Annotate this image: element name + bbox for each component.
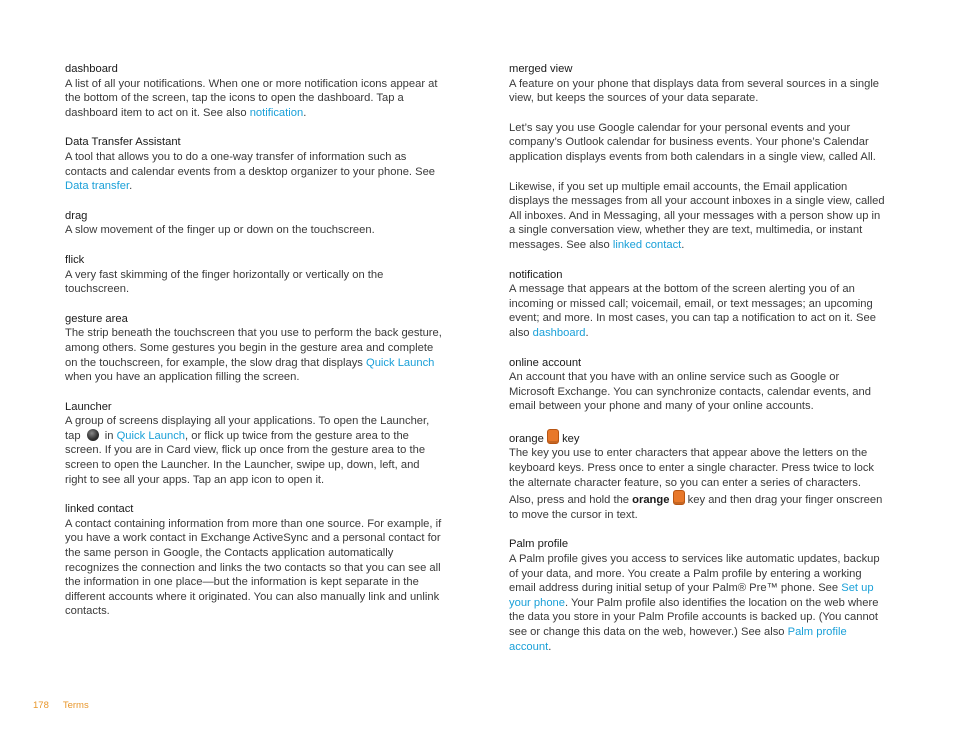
entry-linked-contact [65,502,443,619]
definition-notification: A message that appears at the bottom of the screen alerting you of an incoming or missed call; voicemail, email, or text messages; an upcoming event; and more. In most cases, you can tap a notification to act on it. See also dashboard. [509,283,876,339]
orange-key-icon [673,490,685,505]
entry-dashboard [65,62,443,120]
term-notification: notification [509,268,563,281]
definition-orange-key: The key you use to enter characters that appear above the letters on the keyboard keys. Press once to enter a single character. Press twice to lock the alternate character feature, so you can enter a series of characters. Also, press and hold the orange key and then drag your finger onscreen to move the cursor in text. [509,447,883,521]
orange-bold-label: orange [632,494,670,507]
definition-data-transfer-assistant: A tool that allows you to do a one-way transfer of information such as contacts and calendar events from a desktop organizer to your phone. See Data transfer. [65,150,436,193]
definition-palm-profile: A Palm profile gives you access to services like automatic updates, backup of your data, and more. You create a Palm profile by entering a working email address during initial setup of your Palm® Pre™ phone. See Set up your phone. Your Palm profile also identifies the location on the web where the data you store in your Palm Profile accounts is backed up. (You cannot see or change this data on the web, however.) See also Palm profile account. [509,553,880,653]
entry-notification [509,268,887,341]
definition-flick: A very fast skimming of the finger horizontally or vertically on the touchscreen. [65,268,384,296]
link-dashboard[interactable]: dashboard [532,326,586,339]
entry-palm-profile [509,537,887,654]
page-number: 178 [33,700,49,711]
quick-launch-icon [87,429,99,441]
definition-gesture-area: The strip beneath the touchscreen that you use to perform the back gesture, among others. Some gestures you begin in the gesture area and complete on the touchscreen, for example, the slow drag that displays Quick Launch when you have an application filling the screen. [65,327,442,384]
link-set-up-your-phone[interactable]: Set up your phone [509,582,874,609]
term-dashboard: dashboard [65,63,118,75]
definition-drag: A slow movement of the finger up or down on the touchscreen. [65,224,375,237]
link-notification[interactable]: notification [249,106,304,119]
left-column [65,62,443,634]
link-palm-profile-account[interactable]: Palm profile account [509,626,847,653]
term-orange-key: orange key [509,429,887,447]
link-data-transfer[interactable]: Data transfer [65,180,130,193]
term-merged-view: merged view [509,63,573,75]
link-quick-launch[interactable]: Quick Launch [366,356,435,369]
entry-data-transfer-assistant [65,135,443,193]
link-quick-launch-launcher[interactable]: Quick Launch [116,429,186,442]
entry-gesture-area [65,312,443,385]
definition-dashboard: A list of all your notifications. When one or more notification icons appear at the bottom of the screen, tap the icons to open the dashboard. Tap a dashboard item to act on it. See also notification. [65,77,438,119]
entry-flick [65,253,443,297]
definition-launcher: A group of screens displaying all your applications. To open the Launcher, tap in Quick Launch, or flick up twice from the gesture area to the screen. If you are in Card view, flick up once from the gesture area to the screen to open the Launcher. In the Launcher, swipe up, down, left, and right to see all your apps. Tap an app icon to open it. [65,415,430,486]
term-gesture-area: gesture area [65,312,128,325]
entry-merged-view [509,62,887,253]
orange-key-icon [547,429,559,444]
link-linked-contact[interactable]: linked contact [612,238,682,251]
entry-drag [65,209,443,238]
term-drag: drag [65,209,88,222]
term-online-account: online account [509,356,582,369]
term-palm-profile: Palm profile [509,538,569,551]
page-footer [33,700,89,711]
right-column [509,62,887,669]
definition-online-account: An account that you have with an online service such as Google or Microsoft Exchange. You can synchronize contacts, calendar events, and email between your phone and many of your online accounts. [509,371,871,413]
entry-online-account [509,356,887,414]
definition-linked-contact: A contact containing information from more than one source. For example, if you have a work contact in Exchange ActiveSync and a personal contact for the same person in Google, the Contacts application automatically recognizes the connection and links the two contacts so that you can see all the information in one place—but the information is kept separate in the different accounts where it originated. You can also manually link and unlink contacts. [65,517,442,618]
section-name: Terms [62,700,89,711]
term-flick: flick [65,253,85,266]
entry-orange-key [509,429,887,523]
term-launcher: Launcher [65,400,112,413]
definition-merged-view: A feature on your phone that displays data from several sources in a single view, but keeps the sources of your data separate. Let’s say you use Google calendar for your personal events and your company’s Outlook calendar for business events. Your phone’s Calendar application displays events from both calendars in a single view, called All. Likewise, if you set up multiple email accounts, the Email application displays the messages from all your account inboxes in a single view, called All inboxes. And in Messaging, all your messages with a person show up in a single conversation view, whether they are text, multimedia, or instant messages. See also linked contact. [509,77,885,251]
term-linked-contact: linked contact [65,503,134,516]
term-data-transfer-assistant: Data Transfer Assistant [65,136,181,149]
entry-launcher [65,400,443,488]
